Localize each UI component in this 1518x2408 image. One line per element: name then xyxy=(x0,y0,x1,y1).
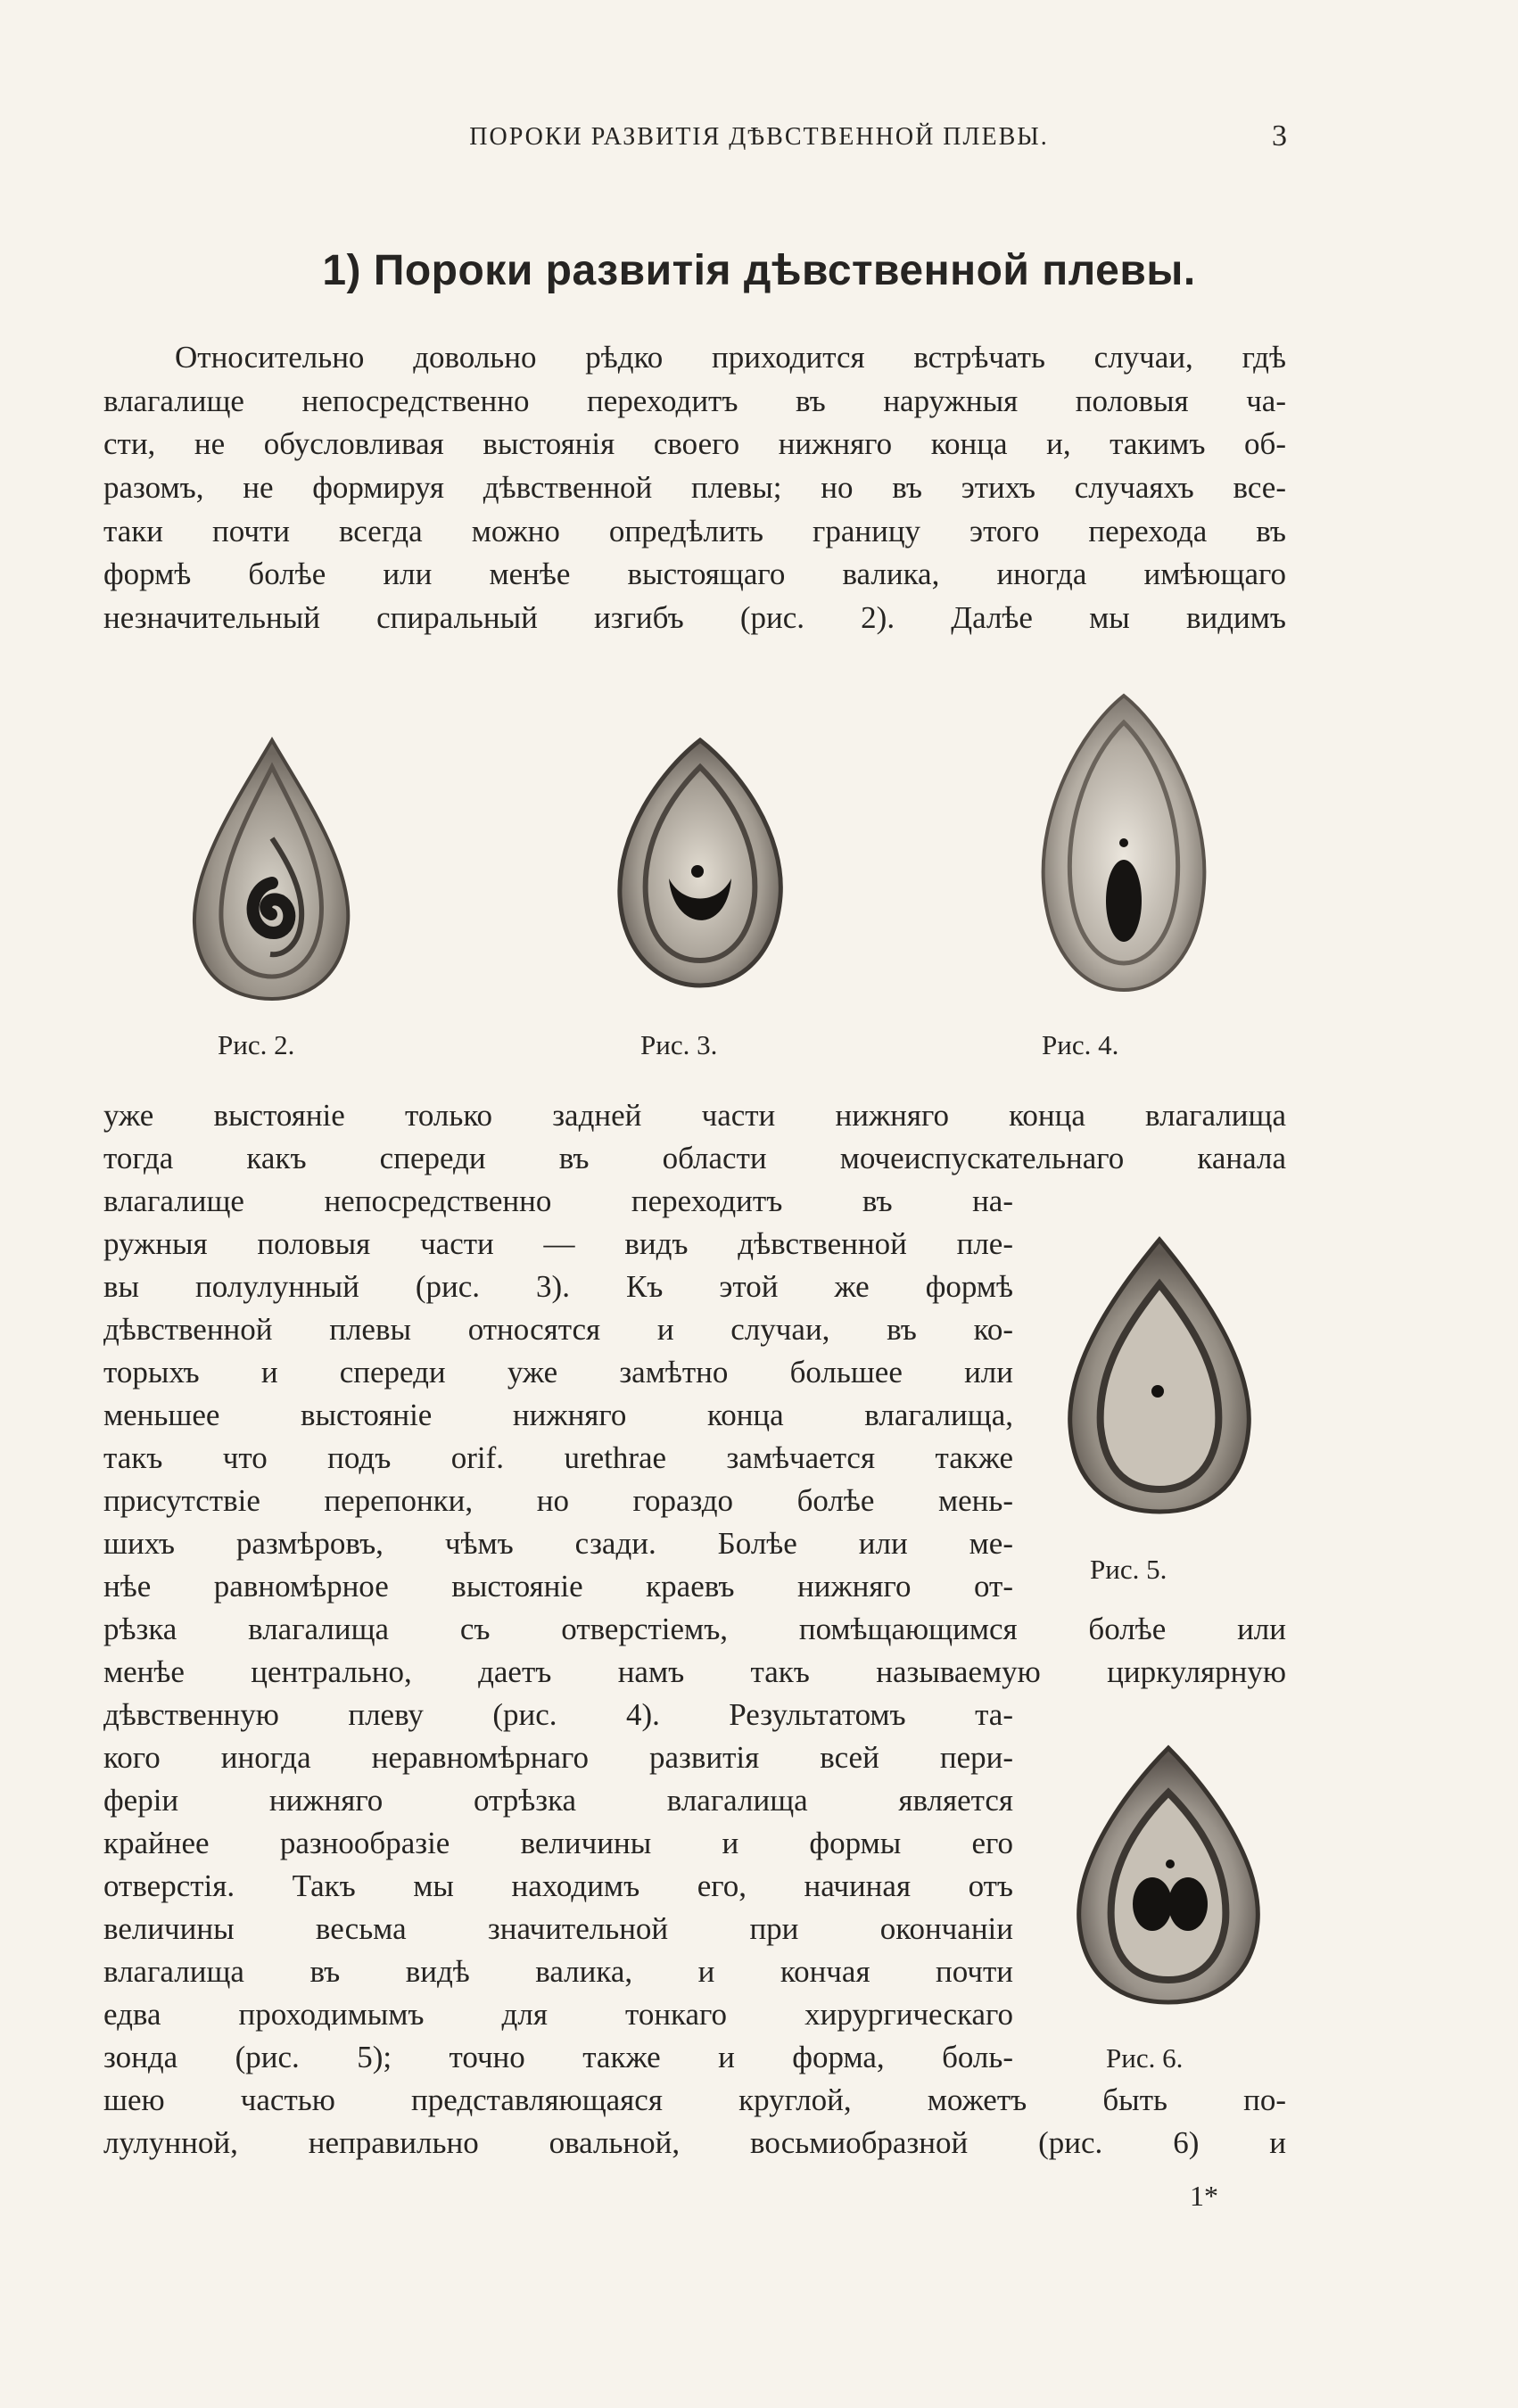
figure-6-caption: Рис. 6. xyxy=(1106,2042,1184,2074)
paragraph-line: влагалище непосредственно переходитъ въ на- xyxy=(103,1183,1013,1218)
paragraph-line: присутствіе перепонки, но гораздо болѣе мень- xyxy=(103,1483,1013,1518)
page-number: 3 xyxy=(1272,120,1287,153)
paragraph-line: отверстія. Такъ мы находимъ его, начиная отъ xyxy=(103,1868,1013,1903)
paragraph-line: сти, не обусловливая выстоянія своего нижняго конца и, такимъ об- xyxy=(103,426,1286,461)
figure-eight-hymen-illustration-icon xyxy=(1070,1739,1266,2007)
paragraph-line: менѣе центрально, даетъ намъ такъ называемую циркулярную xyxy=(103,1654,1286,1689)
running-head: ПОРОКИ РАЗВИТІЯ ДѢВСТВЕННОЙ ПЛЕВЫ. xyxy=(469,123,1049,151)
paragraph-line: такъ что подъ orif. urethrae замѣчается также xyxy=(103,1440,1013,1475)
paragraph-line: шею частью представляющаяся круглой, можетъ быть по- xyxy=(103,2082,1286,2117)
paragraph-line: нѣе равномѣрное выстояніе краевъ нижняго от- xyxy=(103,1569,1013,1604)
paragraph-line: дѣвственной плевы относятся и случаи, въ ко- xyxy=(103,1312,1013,1347)
figure-6-image xyxy=(1070,1739,1266,2007)
figure-5-caption: Рис. 5. xyxy=(1090,1554,1167,1585)
figure-2-image xyxy=(178,731,366,1008)
paragraph-line: влагалища въ видѣ валика, и кончая почти xyxy=(103,1954,1013,1989)
paragraph-line: ружныя половыя части — видъ дѣвственной пле- xyxy=(103,1226,1013,1261)
paragraph-line: зонда (рис. 5); точно также и форма, боль- xyxy=(103,2040,1013,2074)
paragraph-line: таки почти всегда можно опредѣлить границу этого перехода въ xyxy=(103,514,1286,548)
figure-2-caption: Рис. 2. xyxy=(218,1029,295,1060)
narrow-opening-hymen-illustration-icon xyxy=(1061,1231,1258,1516)
paragraph-line: меньшее выстояніе нижняго конца влагалища, xyxy=(103,1398,1013,1432)
paragraph-line: кого иногда неравномѣрнаго развитія всей пери- xyxy=(103,1740,1013,1775)
figure-3-image xyxy=(606,727,794,994)
paragraph-line: рѣзка влагалища съ отверстіемъ, помѣщающимся болѣе или xyxy=(103,1612,1286,1646)
paragraph-line: уже выстояніе только задней части нижняго конца влагалища xyxy=(103,1098,1286,1133)
signature-mark: 1* xyxy=(1190,2180,1218,2212)
figure-3-caption: Рис. 3. xyxy=(640,1029,718,1060)
figure-4-image xyxy=(1035,687,1213,999)
annular-hymen-illustration-icon xyxy=(1035,687,1213,999)
paragraph-line: незначительный спиральный изгибъ (рис. 2). Далѣе мы видимъ xyxy=(103,600,1286,635)
paragraph-line: дѣвственную плеву (рис. 4). Результатомъ та- xyxy=(103,1697,1013,1732)
paragraph-line: феріи нижняго отрѣзка влагалища является xyxy=(103,1783,1013,1818)
paragraph-line: лулунной, неправильно овальной, восьмиобразной (рис. 6) и xyxy=(103,2125,1286,2160)
spiral-hymen-illustration-icon xyxy=(178,731,366,1008)
paragraph-line: крайнее разнообразіе величины и формы его xyxy=(103,1826,1013,1860)
figure-5-image xyxy=(1061,1231,1258,1516)
paragraph-line: торыхъ и спереди уже замѣтно большее или xyxy=(103,1355,1013,1390)
paragraph-line: шихъ размѣровъ, чѣмъ сзади. Болѣе или ме- xyxy=(103,1526,1013,1561)
figure-4-caption: Рис. 4. xyxy=(1042,1029,1119,1060)
paragraph-line: Относительно довольно рѣдко приходится встрѣчать случаи, гдѣ xyxy=(175,340,1286,375)
paragraph-line: разомъ, не формируя дѣвственной плевы; но въ этихъ случаяхъ все- xyxy=(103,470,1286,505)
paragraph-line: формѣ болѣе или менѣе выстоящаго валика, иногда имѣющаго xyxy=(103,557,1286,591)
semilunar-hymen-illustration-icon xyxy=(606,727,794,994)
paragraph-line: величины весьма значительной при окончаніи xyxy=(103,1911,1013,1946)
paragraph-line: влагалище непосредственно переходитъ въ наружныя половыя ча- xyxy=(103,383,1286,418)
paragraph-line: вы полулунный (рис. 3). Къ этой же формѣ xyxy=(103,1269,1013,1304)
paragraph-line: едва проходимымъ для тонкаго хирургическаго xyxy=(103,1997,1013,2032)
paragraph-line: тогда какъ спереди въ области мочеиспускательнаго канала xyxy=(103,1141,1286,1175)
section-title: 1) Пороки развитія дѣвственной плевы. xyxy=(322,247,1196,294)
